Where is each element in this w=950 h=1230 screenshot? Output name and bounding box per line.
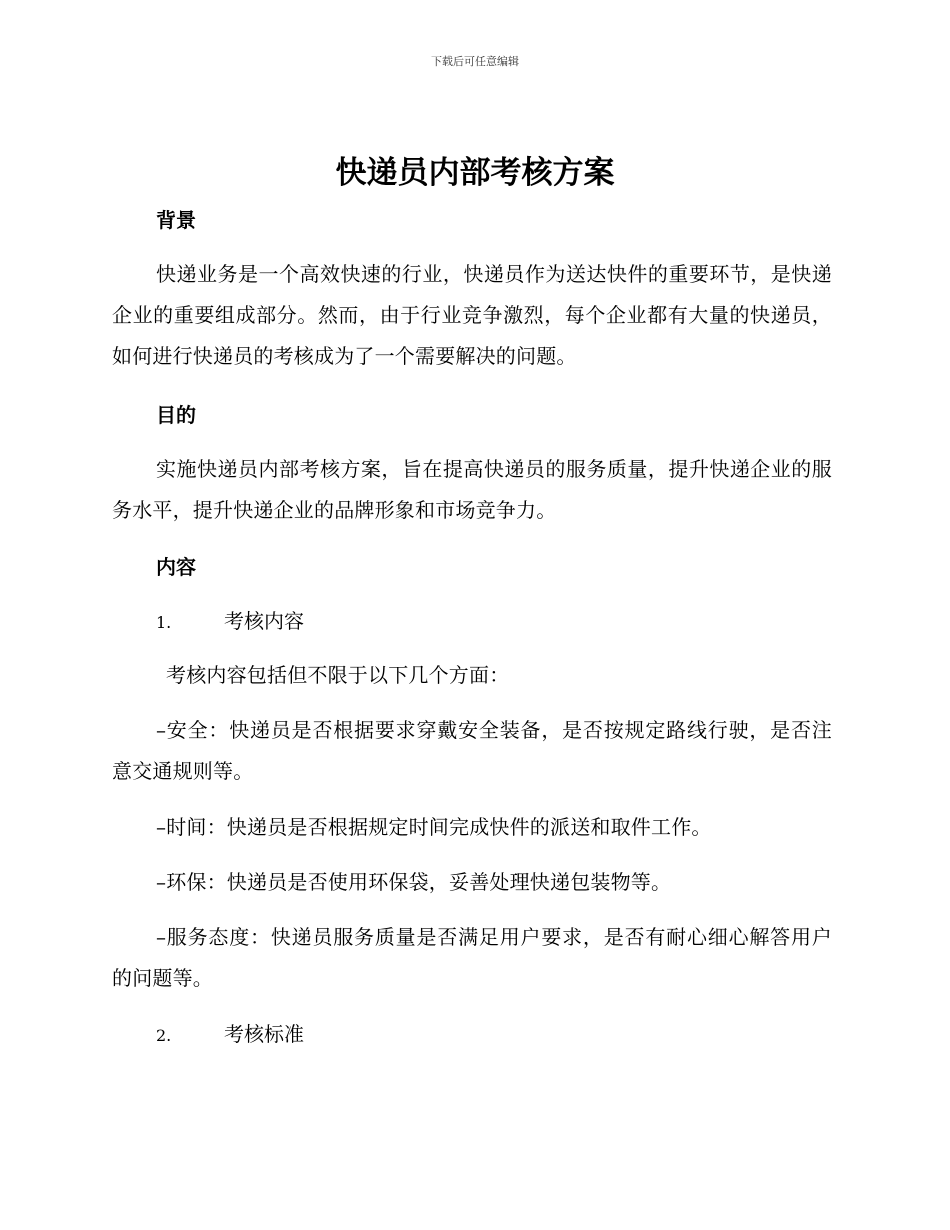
paragraph-point-environment: –环保：快递员是否使用环保袋，妥善处理快递包装物等。 bbox=[156, 870, 672, 894]
paragraph-point-time: –时间：快递员是否根据规定时间完成快件的派送和取件工作。 bbox=[156, 815, 712, 839]
list-item-1 bbox=[156, 607, 304, 637]
heading-content: 内容 bbox=[156, 555, 196, 579]
document-title: 快递员内部考核方案 bbox=[335, 155, 615, 191]
list-number: 2. bbox=[156, 1026, 172, 1045]
paragraph-content-intro: 考核内容包括但不限于以下几个方面： bbox=[166, 663, 510, 687]
list-label: 考核标准 bbox=[224, 1022, 304, 1046]
paragraph-point-service: –服务态度：快递员服务质量是否满足用户要求，是否有耐心细心解答用户的问题等。 bbox=[112, 925, 832, 990]
list-number: 1. bbox=[156, 613, 172, 632]
paragraph-background: 快递业务是一个高效快速的行业，快递员作为送达快件的重要环节，是快递企业的重要组成部分。然而，由于行业竞争激烈，每个企业都有大量的快递员，如何进行快递员的考核成为了一个需要解决的问题。 bbox=[112, 262, 832, 368]
heading-background: 背景 bbox=[156, 208, 196, 232]
list-item-2 bbox=[156, 1020, 304, 1050]
heading-purpose: 目的 bbox=[156, 403, 196, 427]
list-label: 考核内容 bbox=[224, 609, 304, 633]
header-note: 下载后可任意编辑 bbox=[431, 55, 519, 68]
paragraph-point-safety: –安全：快递员是否根据要求穿戴安全装备，是否按规定路线行驶，是否注意交通规则等。 bbox=[112, 718, 832, 783]
paragraph-purpose: 实施快递员内部考核方案，旨在提高快递员的服务质量，提升快递企业的服务水平，提升快递企业的品牌形象和市场竞争力。 bbox=[112, 457, 832, 522]
